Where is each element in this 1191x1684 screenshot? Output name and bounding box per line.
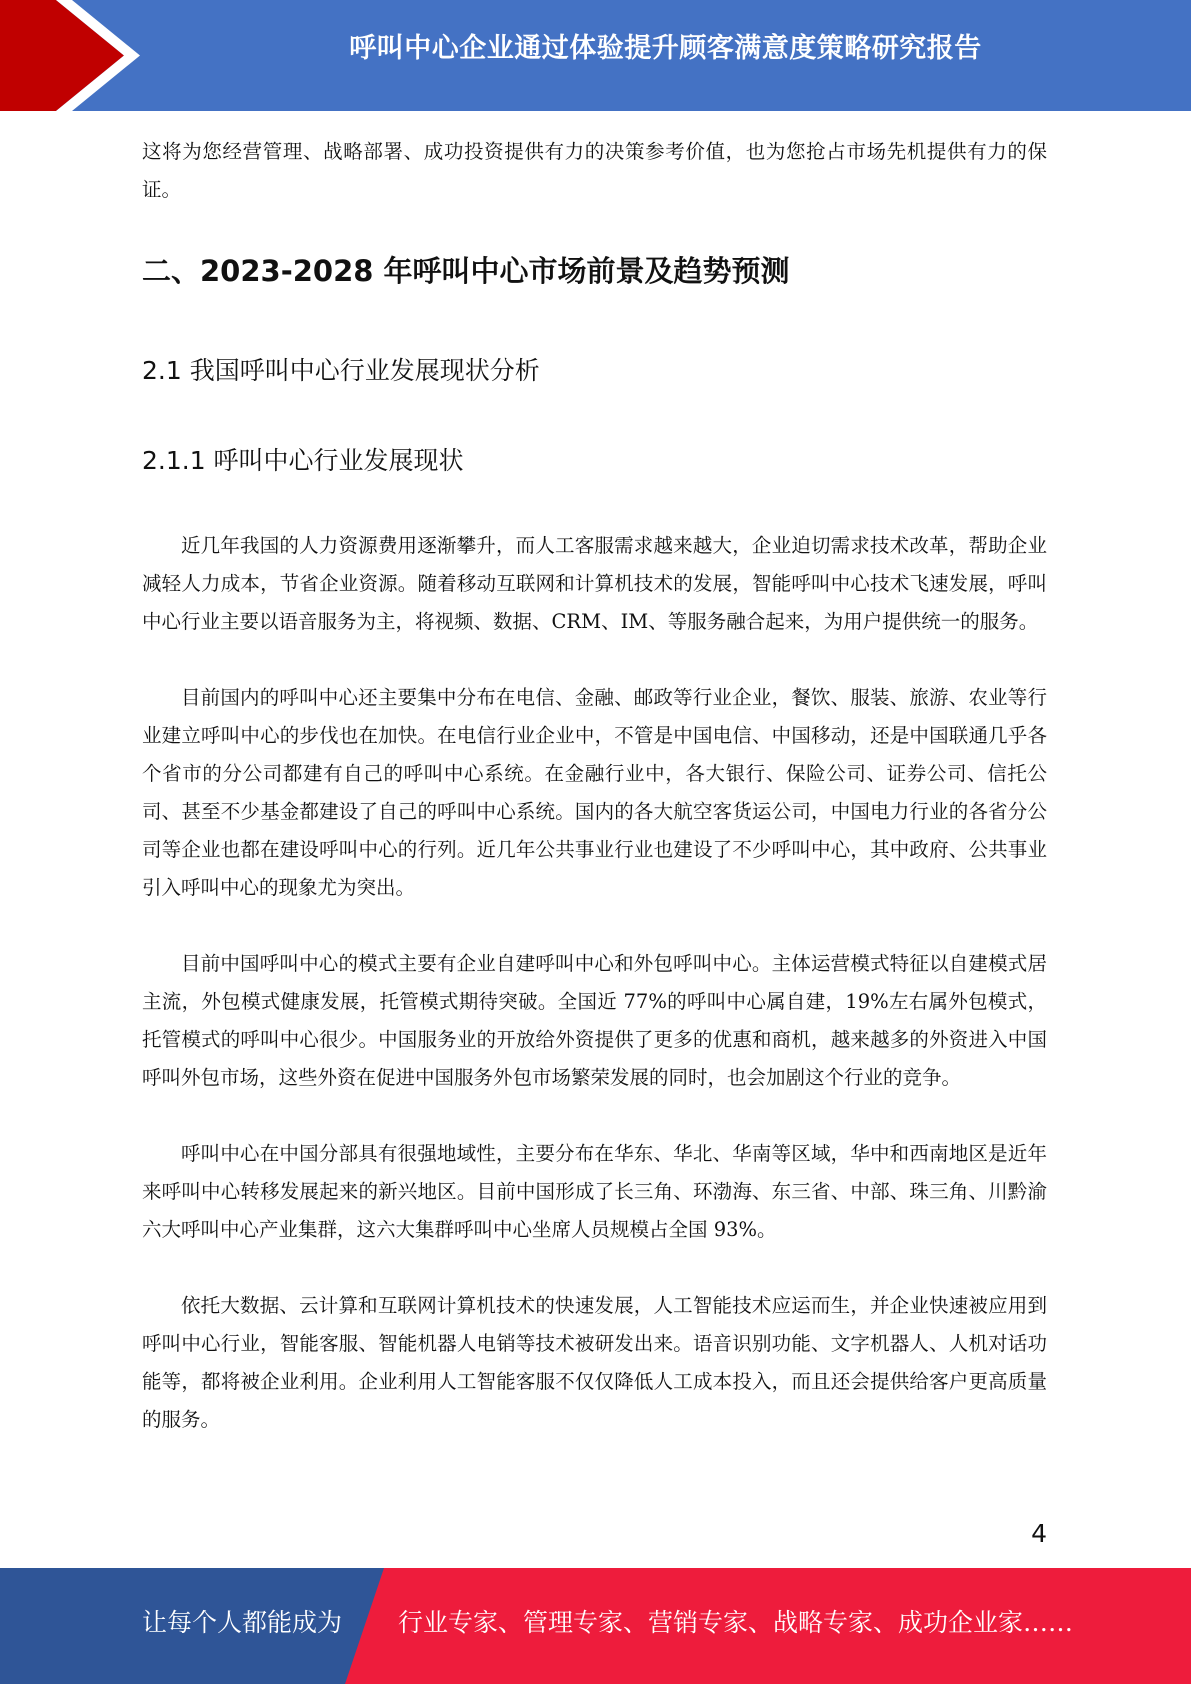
body-paragraph-4: 呼叫中心在中国分部具有很强地域性，主要分布在华东、华北、华南等区域，华中和西南地区是近年来呼叫中心转移发展起来的新兴地区。目前中国形成了长三角、环渤海、东三省、中部、珠三角、川黔渝六大呼叫中心产业集群，这六大集群呼叫中心坐席人员规模占全国 93%。	[142, 1142, 1047, 1241]
page-header	[0, 0, 1191, 111]
body-paragraph-5: 依托大数据、云计算和互联网计算机技术的快速发展，人工智能技术应运而生，并企业快速被应用到呼叫中心行业，智能客服、智能机器人电销等技术被研发出来。语音识别功能、文字机器人、人机对话功能等，都将被企业利用。企业利用人工智能客服不仅仅降低人工成本投入，而且还会提供给客户更高质量的服务。	[142, 1294, 1047, 1431]
footer-slogan-left: 让每个人都能成为	[142, 1608, 343, 1637]
page-number: 4	[1031, 1519, 1047, 1548]
body-paragraph-3: 目前中国呼叫中心的模式主要有企业自建呼叫中心和外包呼叫中心。主体运营模式特征以自建模式居主流，外包模式健康发展，托管模式期待突破。全国近 77%的呼叫中心属自建，19%左右属外包模式，托管模式的呼叫中心很少。中国服务业的开放给外资提供了更多的优惠和商机，越来越多的外资进入中国呼叫外包市场，这些外资在促进中国服务外包市场繁荣发展的同时，也会加剧这个行业的竞争。	[142, 952, 1047, 1089]
page-content	[142, 133, 1047, 1439]
body-paragraph-1: 近几年我国的人力资源费用逐渐攀升，而人工客服需求越来越大，企业迫切需求技术改革，帮助企业减轻人力成本，节省企业资源。随着移动互联网和计算机技术的发展，智能呼叫中心技术飞速发展，呼叫中心行业主要以语音服务为主，将视频、数据、CRM、IM、等服务融合起来，为用户提供统一的服务。	[142, 534, 1047, 633]
page-footer	[0, 1568, 1191, 1684]
subsubsection-heading: 2.1.1 呼叫中心行业发展现状	[142, 446, 464, 475]
intro-paragraph-tail: 这将为您经营管理、战略部署、成功投资提供有力的决策参考价值，也为您抢占市场先机提供有力的保证。	[142, 140, 1047, 201]
report-title: 呼叫中心企业通过体验提升顾客满意度策略研究报告	[349, 33, 982, 64]
footer-slogan-right: 行业专家、管理专家、营销专家、战略专家、成功企业家……	[398, 1608, 1074, 1637]
section-heading: 二、2023-2028 年呼叫中心市场前景及趋势预测	[142, 254, 790, 288]
chevron-arrow-icon	[0, 0, 160, 111]
body-paragraph-2: 目前国内的呼叫中心还主要集中分布在电信、金融、邮政等行业企业，餐饮、服装、旅游、农业等行业建立呼叫中心的步伐也在加快。在电信行业企业中，不管是中国电信、中国移动，还是中国联通几乎各个省市的分公司都建有自己的呼叫中心系统。在金融行业中，各大银行、保险公司、证券公司、信托公司、甚至不少基金都建设了自己的呼叫中心系统。国内的各大航空客货运公司，中国电力行业的各省分公司等企业也都在建设呼叫中心的行列。近几年公共事业行业也建设了不少呼叫中心，其中政府、公共事业引入呼叫中心的现象尤为突出。	[142, 686, 1047, 899]
subsection-heading: 2.1 我国呼叫中心行业发展现状分析	[142, 356, 540, 385]
